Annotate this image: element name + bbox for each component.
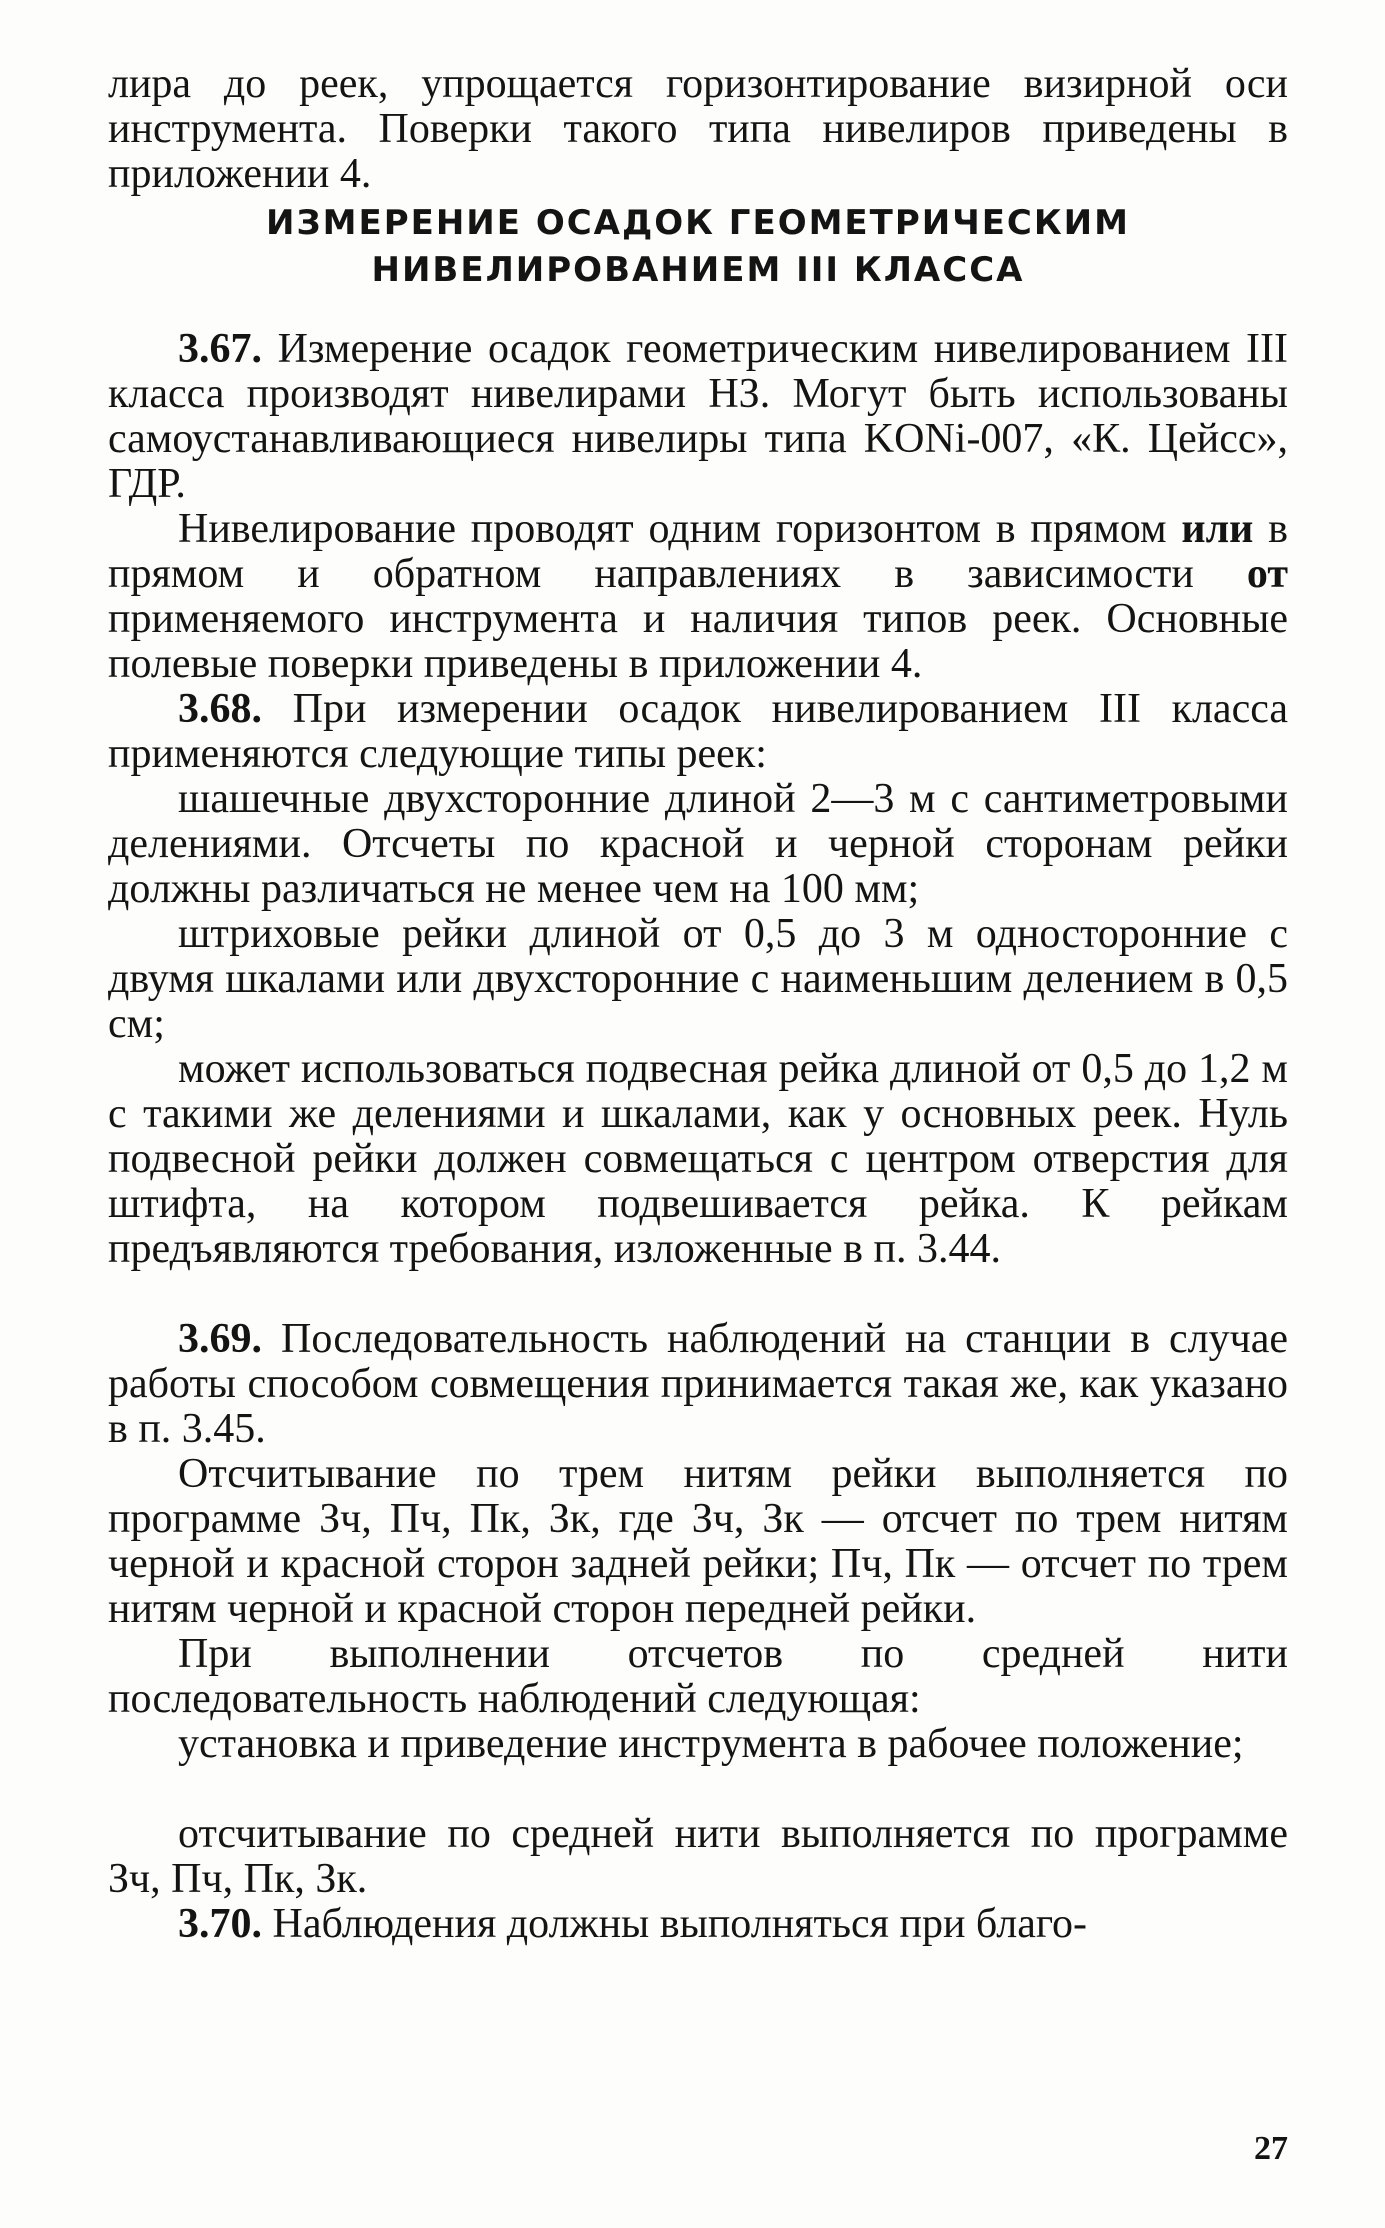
paragraph-text: При выполнении отсчетов по средней нити последовательность наблюдений следующая: [108,1631,1288,1722]
clause-text-3-70: Наблюдения должны выполняться при благо- [272,1901,1088,1947]
list-item-rod-type-2 [108,912,1288,1047]
clause-text-3-69: Последовательность наблюдений на станции в случае работы способом совмещения принимается такая же, как указано в п. 3.45. [108,1316,1289,1452]
clause-number-3-70: 3.70. [178,1901,262,1947]
intro-text: лира до реек, упрощается горизонтирование визирной оси инструмента. Поверки такого типа нивелиров приведены в приложении 4. [108,61,1288,197]
intro-paragraph [108,62,1288,197]
clause-text-3-67: Измерение осадок геометрическим нивелированием III класса производят нивелирами НЗ. Могут быть использованы самоустанавливающиеся нивелиры типа KONi-007, «К. Цейсс», ГДР. [108,326,1288,507]
list-item-text: штриховые рейки длиной от 0,5 до 3 м односторонние с двумя шкалами или двухсторонние с наименьшим делением в 0,5 см; [108,911,1288,1047]
list-item-text: установка и приведение инструмента в рабочее положение; [178,1721,1244,1767]
text-3-67-p2-c: применяемого инструмента и наличия типов реек. Основные полевые поверки приведены в приложении 4. [108,596,1288,687]
paragraph-3-69 [108,1317,1288,1452]
paragraph-3-67-second [108,507,1288,687]
text-3-67-p2-ili: или [1181,506,1254,552]
page-number: 27 [1254,2130,1288,2167]
paragraph-3-69-second [108,1452,1288,1632]
clause-number-3-69: 3.69. [178,1316,262,1362]
heading-line-2: НИВЕЛИРОВАНИЕМ III КЛАССА [371,250,1025,290]
paragraph-3-69-third [108,1632,1288,1722]
heading-line-1: ИЗМЕРЕНИЕ ОСАДОК ГЕОМЕТРИЧЕСКИМ [266,203,1130,243]
paragraph-3-70 [108,1902,1288,1947]
clause-number-3-68: 3.68. [178,686,262,732]
list-item-text: может использоваться подвесная рейка длиной от 0,5 до 1,2 м с такими же делениями и шкалами, как у основных реек. Нуль подвесной рейки должен совмещаться с центром отверстия для штифта, на котором подвешивается рейка. К рейкам предъявляются требования, изложенные в п. 3.44. [108,1046,1288,1272]
list-item-step-1 [108,1722,1288,1767]
list-item-text: шашечные двухсторонние длиной 2—3 м с сантиметровыми делениями. Отсчеты по красной и черной сторонам рейки должны различаться не менее чем на 100 мм; [108,776,1288,912]
paragraph-3-67 [108,327,1288,507]
text-3-67-p2-a: Нивелирование проводят одним горизонтом в прямом [178,506,1167,552]
list-item-step-2 [108,1812,1288,1902]
list-item-rod-type-3 [108,1047,1288,1272]
text-3-67-p2-ot: от [1246,551,1288,597]
clause-text-3-68: При измерении осадок нивелированием III класса применяются следующие типы реек: [108,686,1289,777]
list-item-text: отсчитывание по средней нити выполняется по программе Зч, Пч, Пк, Зк. [108,1811,1288,1902]
clause-number-3-67: 3.67. [178,326,262,372]
section-heading [108,200,1288,294]
paragraph-text: Отсчитывание по трем нитям рейки выполняется по программе Зч, Пч, Пк, Зк, где Зч, Зк — отсчет по трем нитям черной и красной сторон задней рейки; Пч, Пк — отсчет по трем нитям черной и красной сторон передней рейки. [108,1451,1288,1632]
list-item-rod-type-1 [108,777,1288,912]
text-3-67-p2-b: в прямом и обратном направлениях в зависимости [108,506,1289,597]
paragraph-3-68 [108,687,1288,777]
